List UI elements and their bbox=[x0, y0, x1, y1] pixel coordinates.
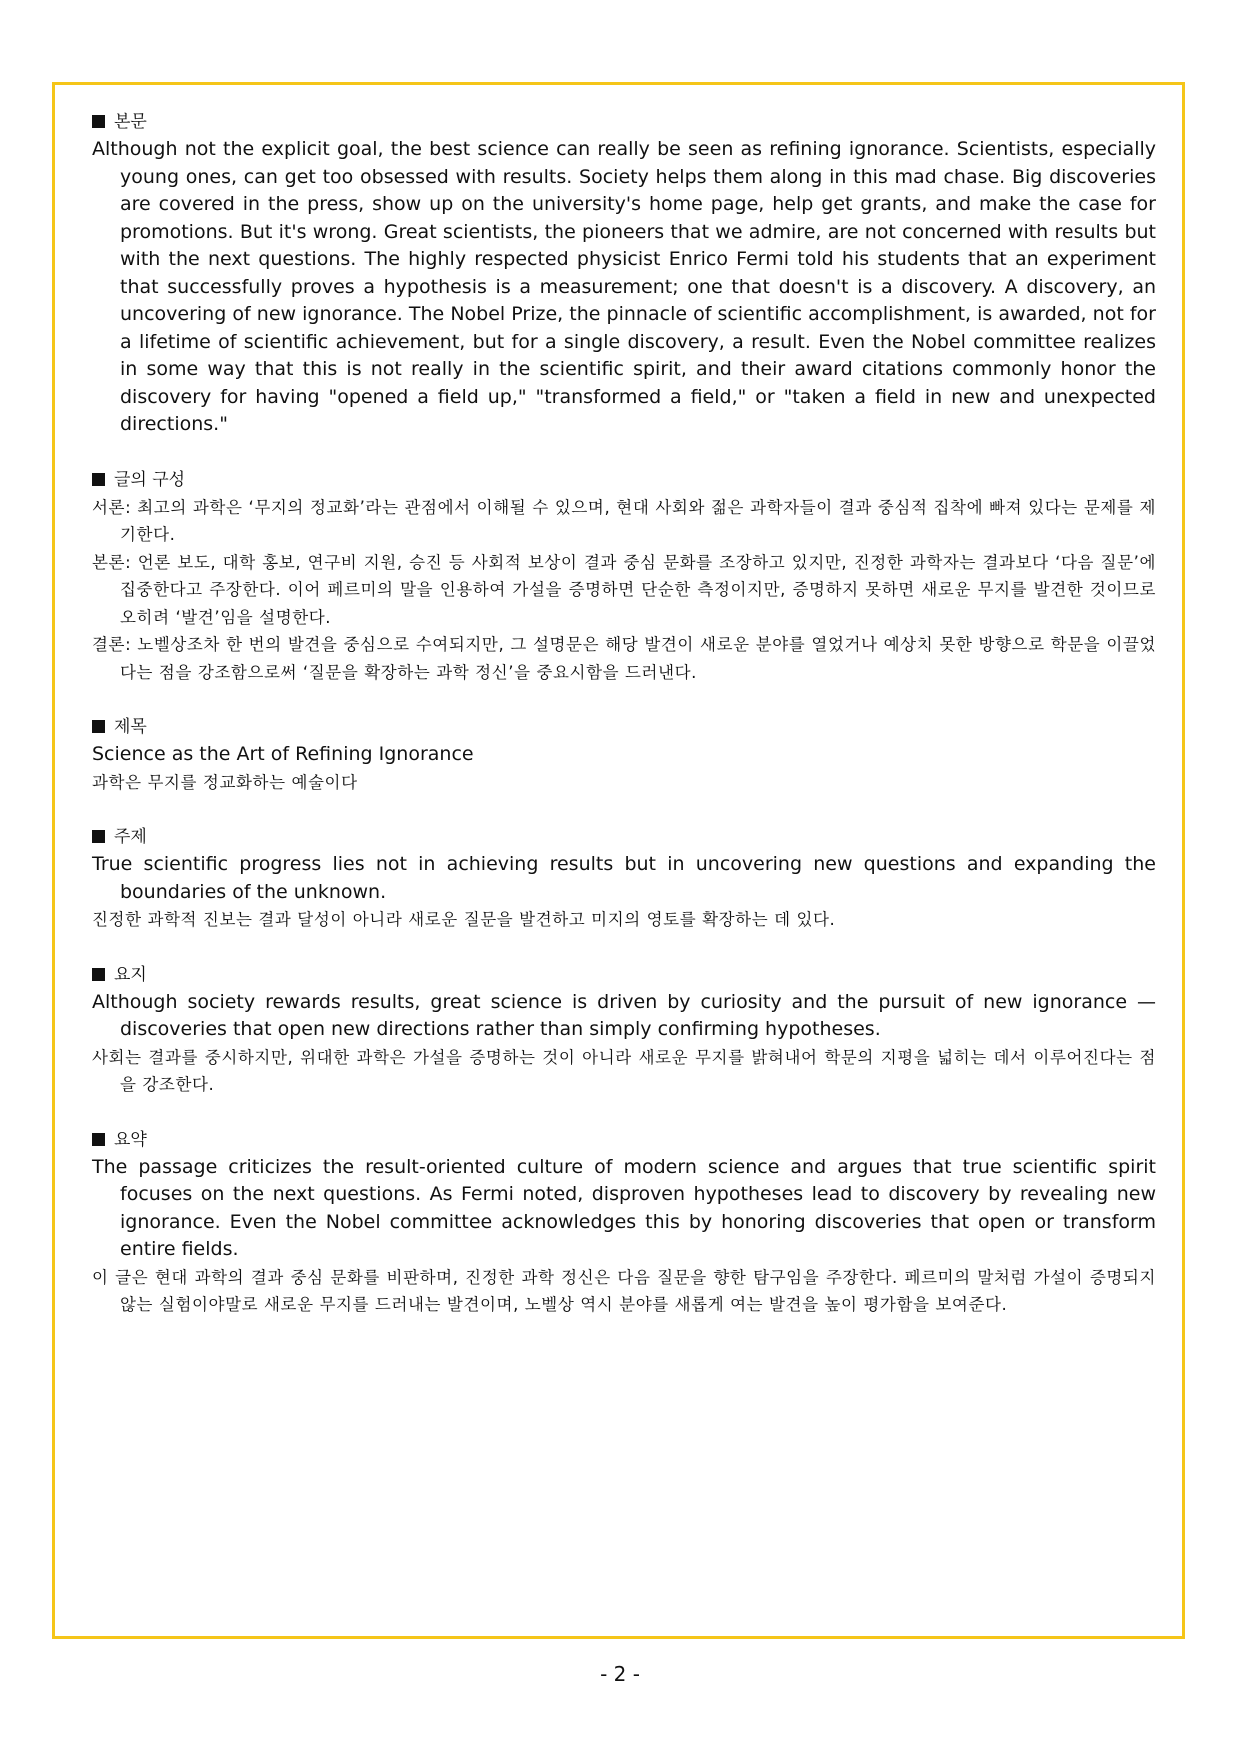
section-heading bbox=[92, 466, 1156, 494]
square-bullet-icon bbox=[92, 720, 105, 733]
square-bullet-icon bbox=[92, 115, 105, 128]
gist-korean: 사회는 결과를 중시하지만, 위대한 과학은 가설을 증명하는 것이 아니라 새로운 무지를 밝혀내어 학문의 지평을 넓히는 데서 이루어진다는 점을 강조한다. bbox=[92, 1047, 1156, 1094]
square-bullet-icon bbox=[92, 473, 105, 486]
section-heading bbox=[92, 1126, 1156, 1154]
structure-intro: 서론: 최고의 과학은 ‘무지의 정교화’라는 관점에서 이해될 수 있으며, 현대 사회와 젊은 과학자들이 결과 중심적 집착에 빠져 있다는 문제를 제기한다. bbox=[92, 497, 1156, 544]
theme-section bbox=[92, 823, 1156, 934]
square-bullet-icon bbox=[92, 968, 105, 981]
section-heading bbox=[92, 823, 1156, 851]
title-korean: 과학은 무지를 정교화하는 예술이다 bbox=[92, 772, 358, 792]
title-section bbox=[92, 713, 1156, 796]
gist-english: Although society rewards results, great science is driven by curiosity and the pursuit of new ignorance — discoveries that open new directions rather than simply confirming hypotheses. bbox=[92, 990, 1156, 1040]
structure-conclusion: 결론: 노벨상조차 한 번의 발견을 중심으로 수여되지만, 그 설명문은 해당 발견이 새로운 분야를 열었거나 예상치 못한 방향으로 학문을 이끌었다는 점을 강조함으로써 ‘질문을 확장하는 과학 정신’을 중요시함을 드러낸다. bbox=[92, 635, 1156, 682]
summary-section bbox=[92, 1126, 1156, 1319]
body-section bbox=[92, 108, 1156, 439]
summary-heading: 요약 bbox=[114, 1129, 147, 1150]
gist-heading: 요지 bbox=[114, 964, 147, 985]
structure-section bbox=[92, 466, 1156, 687]
theme-korean: 진정한 과학적 진보는 결과 달성이 아니라 새로운 질문을 발견하고 미지의 영토를 확장하는 데 있다. bbox=[92, 910, 836, 929]
title-english: Science as the Art of Refining Ignorance bbox=[92, 743, 474, 765]
section-heading bbox=[92, 961, 1156, 989]
square-bullet-icon bbox=[92, 1133, 105, 1146]
section-heading bbox=[92, 713, 1156, 741]
theme-english: True scientific progress lies not in achieving results but in uncovering new questions and expanding the boundaries of the unknown. bbox=[92, 853, 1156, 903]
theme-heading: 주제 bbox=[114, 827, 147, 847]
square-bullet-icon bbox=[92, 830, 105, 843]
summary-korean: 이 글은 현대 과학의 결과 중심 문화를 비판하며, 진정한 과학 정신은 다음 질문을 향한 탐구임을 주장한다. 페르미의 말처럼 가설이 증명되지 않는 실험이야말로 새로운 무지를 드러내는 발견이며, 노벨상 역시 분야를 새롭게 여는 발견을 높이 평가함을 보여준다. bbox=[92, 1267, 1156, 1314]
section-heading bbox=[92, 108, 1156, 136]
summary-english: The passage criticizes the result-oriented culture of modern science and argues that true scientific spirit focuses on the next questions. As Fermi noted, disproven hypotheses lead to discovery by revealing new ignorance. Even the Nobel committee acknowledges this by honoring discoveries that open or transform entire fields. bbox=[92, 1155, 1156, 1260]
gist-section bbox=[92, 961, 1156, 1099]
structure-body: 본론: 언론 보도, 대학 홍보, 연구비 지원, 승진 등 사회적 보상이 결과 중심 문화를 조장하고 있지만, 진정한 과학자는 결과보다 ‘다음 질문’에 집중한다고 주장한다. 이어 페르미의 말을 인용하여 가설을 증명하면 단순한 측정이지만, 증명하지 못하면 새로운 무지를 발견한 것이므로 오히려 ‘발견’임을 설명한다. bbox=[92, 552, 1156, 627]
document-content bbox=[92, 108, 1156, 1346]
page-number: - 2 - bbox=[600, 1662, 640, 1686]
title-heading: 제목 bbox=[114, 717, 147, 737]
body-heading: 본문 bbox=[114, 112, 147, 132]
structure-heading: 글의 구성 bbox=[114, 469, 186, 490]
body-text: Although not the explicit goal, the best science can really be seen as refining ignorance. Scientists, especially young ones, can get too obsessed with results. Society helps them along in this mad chase. Big discoveries are covered in the press, show up on the university's home page, help get grants, and make the case for promotions. But it's wrong. Great scientists, the pioneers that we admire, are not concerned with results but with the next questions. The highly respected physicist Enrico Fermi told his students that an experiment that successfully proves a hypothesis is a measurement; one that doesn't is a discovery. A discovery, an uncovering of new ignorance. The Nobel Prize, the pinnacle of scientific accomplishment, is awarded, not for a lifetime of scientific achievement, but for a single discovery, a result. Even the Nobel committee realizes in some way that this is not really in the scientific spirit, and their award citations commonly honor the discovery for having "opened a field up," "transformed a field," or "taken a field in new and unexpected directions." bbox=[92, 138, 1156, 435]
